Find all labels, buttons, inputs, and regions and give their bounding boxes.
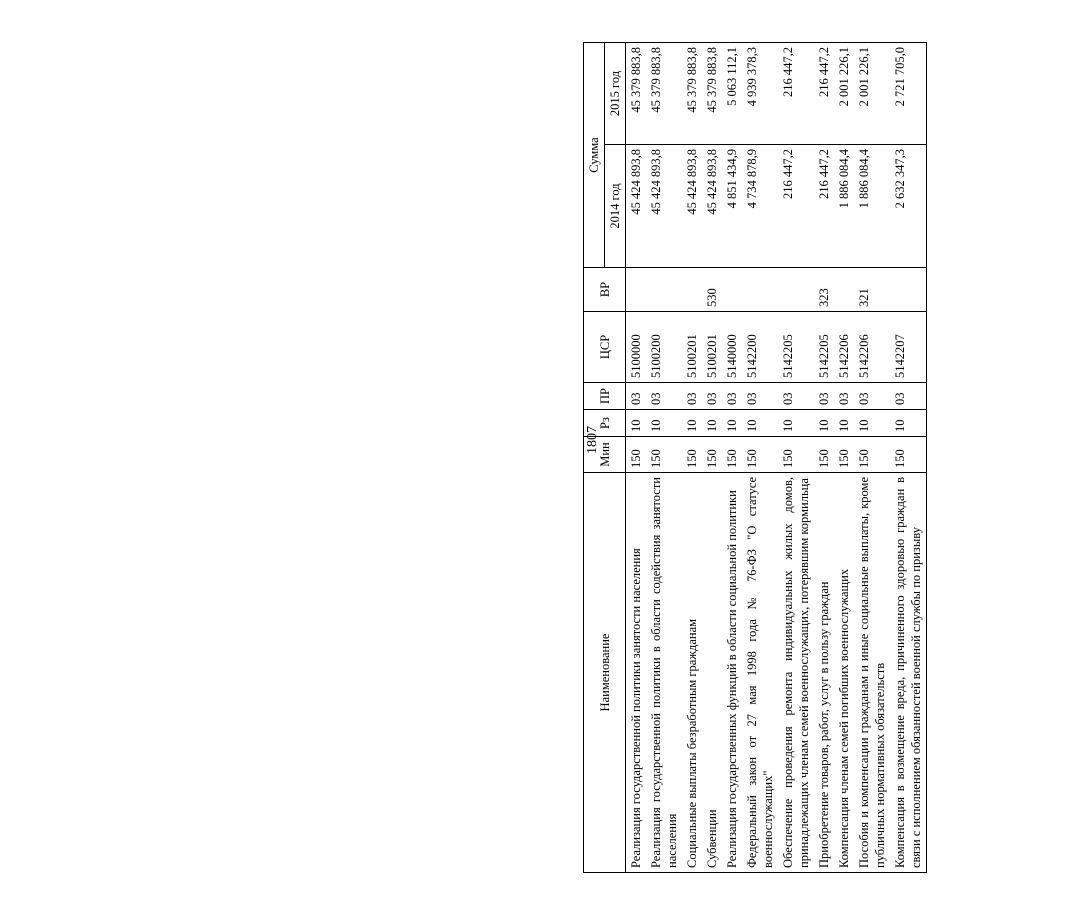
row-sum-2015: 216 447,2 <box>778 43 814 145</box>
row-name: Пособия и компенсации гражданам и иные социальные выплаты, кроме публичных нормативных обязательств <box>854 473 890 873</box>
row-min: 150 <box>722 437 742 473</box>
row-sum-2014: 4 734 878,9 <box>742 145 778 268</box>
row-sum-2015: 45 379 883,8 <box>646 43 682 145</box>
row-csr: 5142205 <box>814 312 834 383</box>
row-pr: 03 <box>646 383 682 410</box>
header-2014: 2014 год <box>605 145 626 268</box>
row-sum-2015: 2 721 705,0 <box>890 43 927 145</box>
row-sum-2014: 45 424 893,8 <box>646 145 682 268</box>
table-row <box>890 43 927 873</box>
row-name: Субвенции <box>702 473 722 873</box>
row-rz: 10 <box>682 410 702 437</box>
row-sum-2014: 4 851 434,9 <box>722 145 742 268</box>
table-row <box>742 43 778 873</box>
header-name: Наименование <box>584 473 626 873</box>
row-pr: 03 <box>854 383 890 410</box>
table-row <box>646 43 682 873</box>
row-sum-2014: 216 447,2 <box>814 145 834 268</box>
row-name: Обеспечение проведения ремонта индивидуальных жилых домов, принадлежащих членам семей военнослужащих, потерявшим кормильца <box>778 473 814 873</box>
row-name: Компенсация в возмещение вреда, причиненного здоровью граждан в связи с исполнением обязанностей военной службы по призыву <box>890 473 927 873</box>
row-vr: 321 <box>854 268 890 312</box>
row-min: 150 <box>742 437 778 473</box>
row-min: 150 <box>778 437 814 473</box>
header-sum: Сумма <box>584 43 605 268</box>
row-sum-2015: 5 063 112,1 <box>722 43 742 145</box>
row-sum-2015: 45 379 883,8 <box>626 43 647 145</box>
row-name: Реализация государственной политики в области содействия занятости населения <box>646 473 682 873</box>
row-vr <box>890 268 927 312</box>
row-name: Социальные выплаты безработным гражданам <box>682 473 702 873</box>
row-vr <box>646 268 682 312</box>
row-sum-2015: 2 001 226,1 <box>854 43 890 145</box>
row-vr <box>682 268 702 312</box>
rotated-page-content <box>583 43 1068 873</box>
row-csr: 5100000 <box>626 312 647 383</box>
row-csr: 5100201 <box>702 312 722 383</box>
table-row <box>854 43 890 873</box>
row-min: 150 <box>834 437 854 473</box>
row-name: Реализация государственной политики занятости населения <box>626 473 647 873</box>
row-rz: 10 <box>722 410 742 437</box>
table-row <box>682 43 702 873</box>
row-sum-2014: 1 886 084,4 <box>834 145 854 268</box>
header-min: Мин <box>584 437 626 473</box>
row-name: Реализация государственных функций в области социальной политики <box>722 473 742 873</box>
row-rz: 10 <box>890 410 927 437</box>
row-csr: 5100201 <box>682 312 702 383</box>
row-pr: 03 <box>722 383 742 410</box>
row-sum-2014: 45 424 893,8 <box>702 145 722 268</box>
row-vr: 323 <box>814 268 834 312</box>
row-min: 150 <box>626 437 647 473</box>
row-rz: 10 <box>778 410 814 437</box>
header-vr: ВР <box>584 268 626 312</box>
row-csr: 5142200 <box>742 312 778 383</box>
row-sum-2014: 216 447,2 <box>778 145 814 268</box>
row-name: Приобретение товаров, работ, услуг в пользу граждан <box>814 473 834 873</box>
row-csr: 5100200 <box>646 312 682 383</box>
row-sum-2015: 4 939 378,3 <box>742 43 778 145</box>
row-min: 150 <box>890 437 927 473</box>
row-sum-2014: 2 632 347,3 <box>890 145 927 268</box>
header-pr: ПР <box>584 383 626 410</box>
row-name: Федеральный закон от 27 мая 1998 года № 76-ФЗ "О статусе военнослужащих" <box>742 473 778 873</box>
row-pr: 03 <box>682 383 702 410</box>
row-name: Компенсация членам семей погибших военнослужащих <box>834 473 854 873</box>
row-csr: 5142205 <box>778 312 814 383</box>
row-vr <box>778 268 814 312</box>
row-rz: 10 <box>854 410 890 437</box>
row-vr <box>626 268 647 312</box>
row-pr: 03 <box>778 383 814 410</box>
row-rz: 10 <box>702 410 722 437</box>
row-pr: 03 <box>742 383 778 410</box>
row-vr <box>722 268 742 312</box>
row-sum-2015: 2 001 226,1 <box>834 43 854 145</box>
row-sum-2014: 45 424 893,8 <box>682 145 702 268</box>
table-row <box>626 43 647 873</box>
header-2015: 2015 год <box>605 43 626 145</box>
row-pr: 03 <box>834 383 854 410</box>
table-row <box>834 43 854 873</box>
page-number: 1807 <box>585 426 600 454</box>
row-vr <box>742 268 778 312</box>
table-row <box>814 43 834 873</box>
row-sum-2015: 216 447,2 <box>814 43 834 145</box>
row-sum-2014: 1 886 084,4 <box>854 145 890 268</box>
row-csr: 5142207 <box>890 312 927 383</box>
row-min: 150 <box>646 437 682 473</box>
row-pr: 03 <box>626 383 647 410</box>
table-row <box>778 43 814 873</box>
row-pr: 03 <box>702 383 722 410</box>
row-min: 150 <box>702 437 722 473</box>
row-vr: 530 <box>702 268 722 312</box>
row-pr: 03 <box>890 383 927 410</box>
row-rz: 10 <box>834 410 854 437</box>
table-row <box>702 43 722 873</box>
row-sum-2015: 45 379 883,8 <box>702 43 722 145</box>
row-csr: 5142206 <box>834 312 854 383</box>
row-sum-2015: 45 379 883,8 <box>682 43 702 145</box>
budget-table <box>583 42 927 873</box>
row-sum-2014: 45 424 893,8 <box>626 145 647 268</box>
row-rz: 10 <box>646 410 682 437</box>
row-csr: 5142206 <box>854 312 890 383</box>
row-vr <box>834 268 854 312</box>
row-min: 150 <box>682 437 702 473</box>
row-pr: 03 <box>814 383 834 410</box>
row-min: 150 <box>854 437 890 473</box>
row-rz: 10 <box>742 410 778 437</box>
row-min: 150 <box>814 437 834 473</box>
header-rz: Рз <box>584 410 626 437</box>
row-rz: 10 <box>626 410 647 437</box>
header-csr: ЦСР <box>584 312 626 383</box>
row-csr: 5140000 <box>722 312 742 383</box>
table-row <box>722 43 742 873</box>
row-rz: 10 <box>814 410 834 437</box>
